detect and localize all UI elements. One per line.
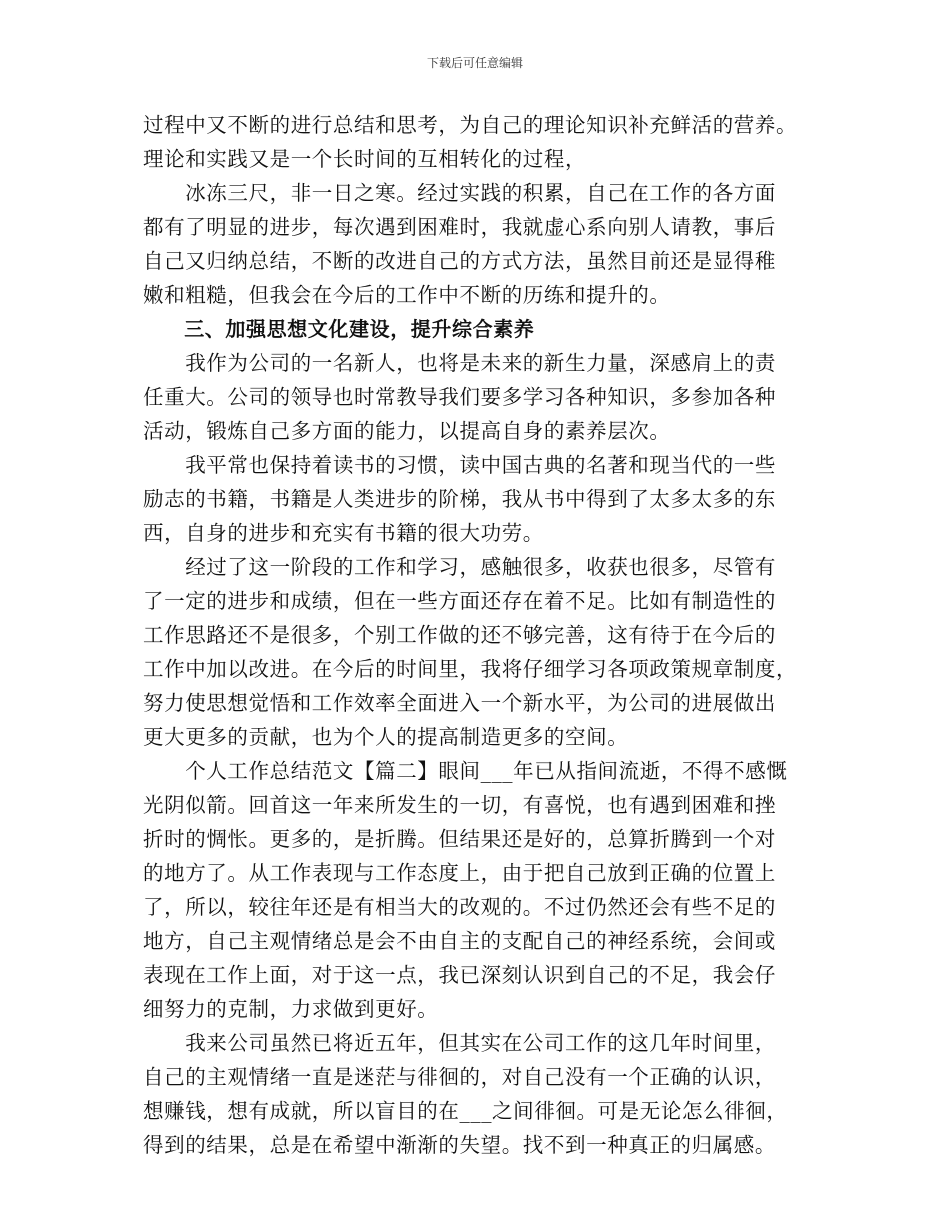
section-heading: 三、加强思想文化建设，提升综合素养: [143, 317, 535, 341]
text-line: 我平常也保持着读书的习惯，读中国古典的名著和现当代的一些: [143, 453, 776, 477]
page-header: 下载后可任意编辑: [426, 56, 523, 70]
text-line: 个人工作总结范文【篇二】眼间___年已从指间流逝，不得不感慨: [143, 759, 788, 783]
text-line: 得到的结果，总是在希望中渐渐的失望。找不到一种真正的归属感。: [143, 1133, 776, 1157]
text-line: 了一定的进步和成绩，但在一些方面还存在着不足。比如有制造性的: [143, 589, 776, 613]
text-line: 活动，锻炼自己多方面的能力，以提高自身的素养层次。: [143, 419, 671, 443]
text-line: 我作为公司的一名新人，也将是未来的新生力量，深感肩上的责: [143, 351, 776, 375]
text-line: 了，所以，较往年还是有相当大的改观的。不过仍然还会有些不足的: [143, 895, 776, 919]
text-line: 工作中加以改进。在今后的时间里，我将仔细学习各项政策规章制度，: [143, 657, 798, 681]
text-line: 更大更多的贡献，也为个人的提高制造更多的空间。: [143, 725, 629, 749]
text-line: 的地方了。从工作表现与工作态度上，由于把自己放到正确的位置上: [143, 861, 776, 885]
text-line: 理论和实践又是一个长时间的互相转化的过程，: [143, 147, 587, 171]
text-line: 我来公司虽然已将近五年，但其实在公司工作的这几年时间里，: [143, 1031, 776, 1055]
text-line: 嫩和粗糙，但我会在今后的工作中不断的历练和提升的。: [143, 283, 671, 307]
document-body: [143, 108, 813, 1162]
text-line: 表现在工作上面，对于这一点，我已深刻认识到自己的不足，我会仔: [143, 963, 776, 987]
text-line: 折时的惆怅。更多的，是折腾。但结果还是好的，总算折腾到一个对: [143, 827, 776, 851]
text-line: 自己又归纳总结，不断的改进自己的方式方法，虽然目前还是显得稚: [143, 249, 776, 273]
text-line: 自己的主观情绪一直是迷茫与徘徊的，对自己没有一个正确的认识，: [143, 1065, 776, 1089]
text-line: 都有了明显的进步，每次遇到困难时，我就虚心系向别人请教，事后: [143, 215, 776, 239]
text-line: 经过了这一阶段的工作和学习，感触很多，收获也很多，尽管有: [143, 555, 776, 579]
text-line: 细努力的克制，力求做到更好。: [143, 997, 439, 1021]
text-line: 西，自身的进步和充实有书籍的很大功劳。: [143, 521, 544, 545]
text-line: 冰冻三尺，非一日之寒。经过实践的积累，自己在工作的各方面: [143, 181, 776, 205]
text-line: 工作思路还不是很多，个别工作做的还不够完善，这有待于在今后的: [143, 623, 776, 647]
text-line: 过程中又不断的进行总结和思考，为自己的理论知识补充鲜活的营养。: [143, 113, 798, 137]
text-line: 光阴似箭。回首这一年来所发生的一切，有喜悦，也有遇到困难和挫: [143, 793, 776, 817]
text-line: 努力使思想觉悟和工作效率全面进入一个新水平，为公司的进展做出: [143, 691, 776, 715]
text-line: 想赚钱，想有成就，所以盲目的在___之间徘徊。可是无论怎么徘徊，: [143, 1099, 788, 1123]
text-line: 励志的书籍，书籍是人类进步的阶梯，我从书中得到了太多太多的东: [143, 487, 776, 511]
text-line: 任重大。公司的领导也时常教导我们要多学习各种知识，多参加各种: [143, 385, 776, 409]
text-line: 地方，自己主观情绪总是会不由自主的支配自己的神经系统，会间或: [143, 929, 776, 953]
